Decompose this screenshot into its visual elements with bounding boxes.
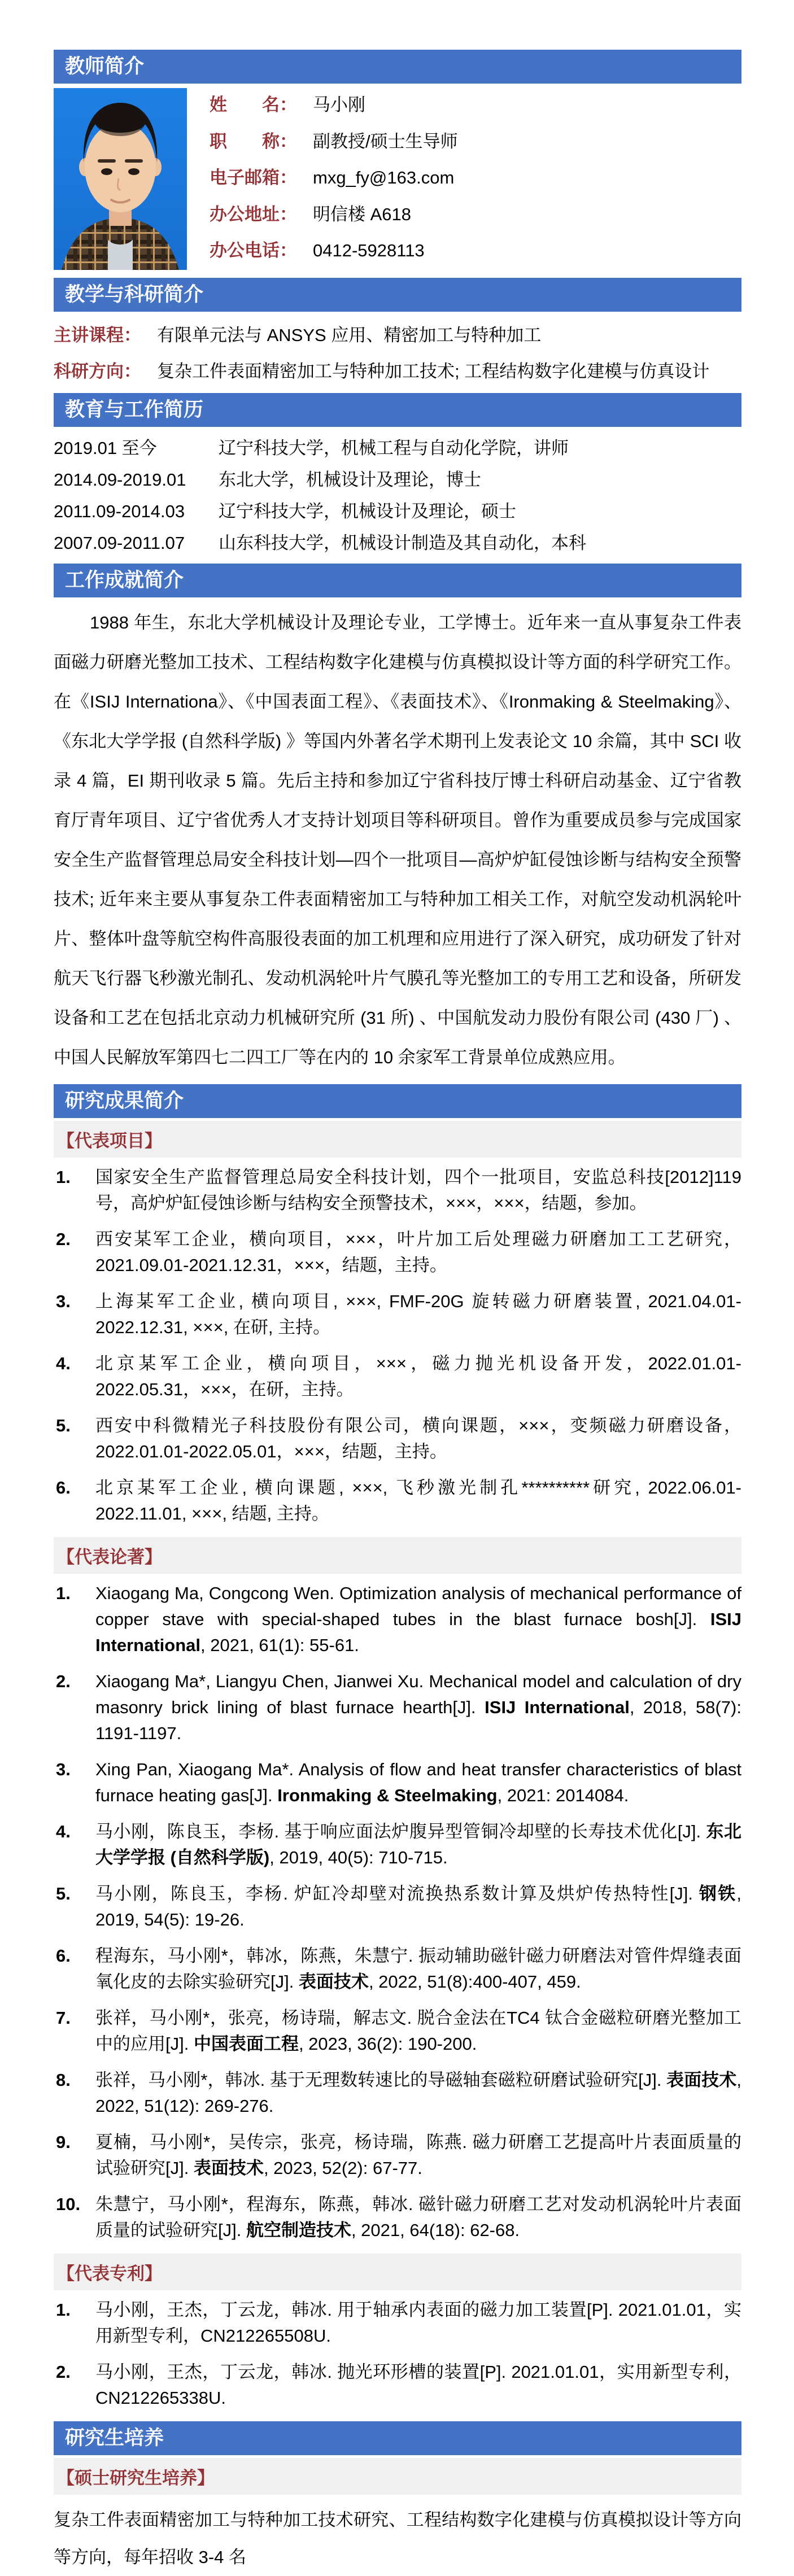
teaching-row [54,353,741,390]
item-text-part: , 2018, 58(7): 1191-1197. [95,1697,741,1743]
education-period: 2011.09-2014.03 [54,501,185,521]
item-number: 1. [56,1167,71,1187]
item-text-part: 张祥，马小刚*，张亮，杨诗瑞，解志文. 脱合金法在TC4 钛合金磁粒研磨光整加工中的应用[J]. [95,2008,741,2054]
item-number: 2. [56,2362,71,2382]
item-text-part: Xiaogang Ma, Congcong Wen. Optimization analysis of mechanical performance of copper stave with special-shaped tubes in the blast furnace bosh[J]. [95,1583,741,1629]
item-text-part: , 2021, 61(1): 55-61. [200,1635,359,1655]
list-item [54,1669,741,1747]
section-header-education: 教育与工作简历 [54,393,741,427]
field-value: 马小刚 [313,95,365,115]
field-value: 有限单元法与 ANSYS 应用、精密加工与特种加工 [157,325,542,345]
subheader-projects: 【代表项目】 [54,1121,741,1158]
projects-list [54,1164,741,1527]
item-text: 北京某军工企业，横向项目，×××，磁力抛光机设备开发，2022.01.01-2022.05.31，×××，在研，主持。 [95,1354,741,1399]
item-text-part: 程海东，马小刚*，韩冰，陈燕，朱慧宁. 振动辅助磁针磁力研磨法对管件焊缝表面氧化皮的去除实验研究[J]. [95,1946,741,1992]
item-text-part: 张祥，马小刚*，韩冰. 基于无理数转速比的导磁轴套磁粒研磨试验研究[J]. [95,2070,667,2090]
item-number: 7. [56,2008,71,2028]
section-header-research: 研究成果简介 [54,1084,741,1118]
journal-name: 东北大学学报 (自然科学版) [95,1822,741,1867]
item-text-part: 朱慧宁，马小刚*，程海东，陈燕，韩冰. 磁针磁力研磨工艺对发动机涡轮叶片表面质量的试验研究[J]. [95,2194,741,2240]
education-period: 2019.01 至今 [54,438,157,458]
faculty-profile-page [54,0,741,2576]
journal-name: 表面技术 [666,2070,737,2090]
item-number: 1. [56,2300,71,2320]
list-item [54,1943,741,1995]
education-row [54,496,741,527]
item-text: 马小刚，王杰，丁云龙，韩冰. 用于轴承内表面的磁力加工装置[P]. 2021.01.01，实用新型专利，CN212265508U. [95,2300,741,2346]
list-item [54,2359,741,2411]
item-text: 北京某军工企业, 横向课题, ×××, 飞秒激光制孔**********研究, 2022.06.01-2022.11.01, ×××, 结题, 主持。 [95,1478,741,1523]
journal-name: 中国表面工程 [193,2034,299,2054]
field-value: 副教授/硕士生导师 [313,131,458,151]
item-text-part: Xing Pan, Xiaogang Ma*. Analysis of flow and heat transfer characteristics of blast furnace heating gas[J]. [95,1759,741,1805]
education-row [54,464,741,496]
journal-name: 航空制造技术 [246,2220,351,2240]
list-item [54,2191,741,2243]
profile-field-row [210,203,741,226]
subheader-papers: 【代表论著】 [54,1537,741,1574]
item-number: 8. [56,2070,71,2090]
field-label: 姓 名： [210,95,297,115]
item-number: 5. [56,1416,71,1435]
teaching-rows [54,312,741,393]
item-text [95,1884,741,1929]
education-period: 2007.09-2011.07 [54,533,185,553]
list-item [54,1475,741,1527]
journal-name: ISIJ International [95,1609,741,1655]
item-text-part: 夏楠，马小刚*，吴传宗，张亮，杨诗瑞，陈燕. 磁力研磨工艺提高叶片表面质量的试验研究[J]. [95,2132,741,2178]
item-number: 6. [56,1478,71,1497]
education-detail: 山东科技大学，机械设计制造及其自动化，本科 [219,533,586,553]
item-text-part: Xiaogang Ma*, Liangyu Chen, Jianwei Xu. Mechanical model and calculation of dry masonry brick lining of blast furnace hearth[J]. [95,1671,741,1717]
list-item [54,1226,741,1278]
item-text-part: , 2021: 2014084. [497,1785,629,1805]
education-detail: 辽宁科技大学，机械设计及理论，硕士 [219,501,516,521]
item-number: 6. [56,1946,71,1966]
field-value: mxg_fy@163.com [313,168,455,187]
field-label: 电子邮箱： [210,168,297,187]
item-number: 3. [56,1291,71,1311]
item-number: 2. [56,1671,71,1691]
section-header-achievement: 工作成就简介 [54,564,741,597]
item-number: 2. [56,1229,71,1249]
field-label: 科研方向： [54,361,141,381]
item-text-part: , 2022, 51(12): 269-276. [95,2070,741,2116]
item-text [95,1759,741,1805]
list-item [54,1881,741,1933]
list-item [54,2129,741,2181]
portrait-photo-placeholder [54,88,187,270]
education-detail: 辽宁科技大学，机械工程与自动化学院，讲师 [219,438,569,458]
journal-name: 表面技术 [193,2158,264,2178]
item-number: 3. [56,1759,71,1779]
subheader-patents: 【代表专利】 [54,2254,741,2290]
education-period: 2014.09-2019.01 [54,470,186,490]
item-text-part: , 2022, 51(8):400-407, 459. [368,1972,581,1992]
list-item [54,1757,741,1809]
field-value: 明信楼 A618 [313,204,412,224]
list-item [54,1580,741,1658]
item-text [95,2070,741,2116]
item-number: 9. [56,2132,71,2152]
item-text-part: , 2019, 54(5): 19-26. [95,1884,741,1929]
item-text [95,2194,741,2240]
item-text: 马小刚，王杰，丁云龙，韩冰. 抛光环形槽的装置[P]. 2021.01.01，实用新型专利，CN212265338U. [95,2362,741,2408]
graduate-paragraph: 复杂工件表面精密加工与特种加工技术研究、工程结构数字化建模与仿真模拟设计等方向等方向，每年招收 3-4 名 [54,2510,741,2567]
item-number: 1. [56,1583,71,1603]
list-item [54,1819,741,1871]
field-label: 办公地址： [210,204,297,224]
item-number: 5. [56,1884,71,1903]
item-number: 4. [56,1354,71,1373]
item-text-part: 马小刚，陈良玉，李杨. 炉缸冷却壁对流换热系数计算及烘炉传热特性[J]. [95,1884,699,1903]
list-item [54,1413,741,1465]
journal-name: Ironmaking & Steelmaking [277,1785,498,1805]
subheader-master-training: 【硕士研究生培养】 [54,2458,741,2495]
item-number: 10. [56,2194,81,2214]
item-text [95,1946,741,1992]
profile-row [54,88,741,270]
item-number: 4. [56,1822,71,1841]
profile-photo [54,88,187,270]
education-rows [54,427,741,564]
list-item [54,2297,741,2349]
field-value: 0412-5928113 [313,241,425,260]
item-text-part: 马小刚，陈良玉，李杨. 基于响应面法炉腹异型管铜冷却壁的长寿技术优化[J]. [95,1822,706,1841]
list-item [54,1289,741,1341]
teaching-row [54,317,741,353]
item-text: 上海某军工企业, 横向项目, ×××, FMF-20G 旋转磁力研磨装置, 2021.04.01-2022.12.31, ×××, 在研, 主持。 [95,1291,741,1337]
item-text-part: , 2023, 36(2): 190-200. [298,2034,477,2054]
journal-name: ISIJ International [485,1697,630,1717]
field-label: 主讲课程： [54,325,141,345]
journal-name: 表面技术 [298,1972,369,1992]
section-header-graduate: 研究生培养 [54,2421,741,2455]
profile-fields [210,88,741,270]
item-text: 西安中科微精光子科技股份有限公司，横向课题，×××，变频磁力研磨设备，2022.01.01-2022.05.01，×××，结题，主持。 [95,1416,741,1461]
item-text: 西安某军工企业，横向项目，×××，叶片加工后处理磁力研磨加工工艺研究，2021.09.01-2021.12.31，×××，结题，主持。 [95,1229,741,1275]
list-item [54,1164,741,1216]
profile-field-row [210,94,741,116]
section-header-teaching: 教学与科研简介 [54,278,741,312]
field-value: 复杂工件表面精密加工与特种加工技术; 工程结构数字化建模与仿真设计 [157,361,710,381]
item-text [95,1671,741,1743]
item-text [95,2132,741,2178]
education-row [54,527,741,559]
item-text-part: , 2021, 64(18): 62-68. [351,2220,520,2240]
list-item [54,2067,741,2119]
item-text [95,2008,741,2054]
papers-list [54,1580,741,2243]
achievement-paragraph: 1988 年生，东北大学机械设计及理论专业，工学博士。近年来一直从事复杂工件表面磁力研磨光整加工技术、工程结构数字化建模与仿真模拟设计等方面的科学研究工作。在《ISIJ Internationa》、《中国表面工程》、《表面技术》、《Ironmaking & Steelmaking》、《东北大学学报 (自然科学版) 》等国内外著名学术期刊上发表论文 10 余篇，其中 SCI 收录 4 篇，EI 期刊收录 5 篇。先后主持和参加辽宁省科技厅博士科研启动基金、辽宁省教育厅青年项目、辽宁省优秀人才支持计划项目等科研项目。曾作为重要成员参与完成国家安全生产监督管理总局安全科技计划—四个一批项目—高炉炉缸侵蚀诊断与结构安全预警技术; 近年来主要从事复杂工件表面精密加工与特种加工相关工作，对航空发动机涡轮叶片、整体叶盘等航空构件高服役表面的加工机理和应用进行了深入研究，成功研发了针对航天飞行器飞秒激光制孔、发动机涡轮叶片气膜孔等光整加工的专用工艺和设备，所研发设备和工艺在包括北京动力机械研究所 (31 所) 、中国航发动力股份有限公司 (430 厂) 、中国人民解放军第四七二四工厂等在内的 10 余家军工背景单位成熟应用。 [54,613,741,1067]
item-text: 国家安全生产监督管理总局安全科技计划，四个一批项目，安监总科技[2012]119 号，高炉炉缸侵蚀诊断与结构安全预警技术，×××，×××，结题，参加。 [95,1167,741,1213]
item-text [95,1583,741,1655]
profile-field-row [210,130,741,153]
list-item [54,1351,741,1403]
patents-list [54,2297,741,2411]
journal-name: 钢铁 [699,1884,737,1903]
education-row [54,433,741,464]
field-label: 职 称： [210,131,297,151]
profile-field-row [210,167,741,189]
item-text-part: , 2019, 40(5): 710-715. [269,1848,448,1867]
education-detail: 东北大学，机械设计及理论，博士 [219,470,481,490]
profile-field-row [210,239,741,262]
list-item [54,2005,741,2057]
field-label: 办公电话： [210,241,297,260]
item-text-part: , 2023, 52(2): 67-77. [263,2158,422,2178]
section-header-profile: 教师简介 [54,50,741,84]
item-text [95,1822,741,1867]
